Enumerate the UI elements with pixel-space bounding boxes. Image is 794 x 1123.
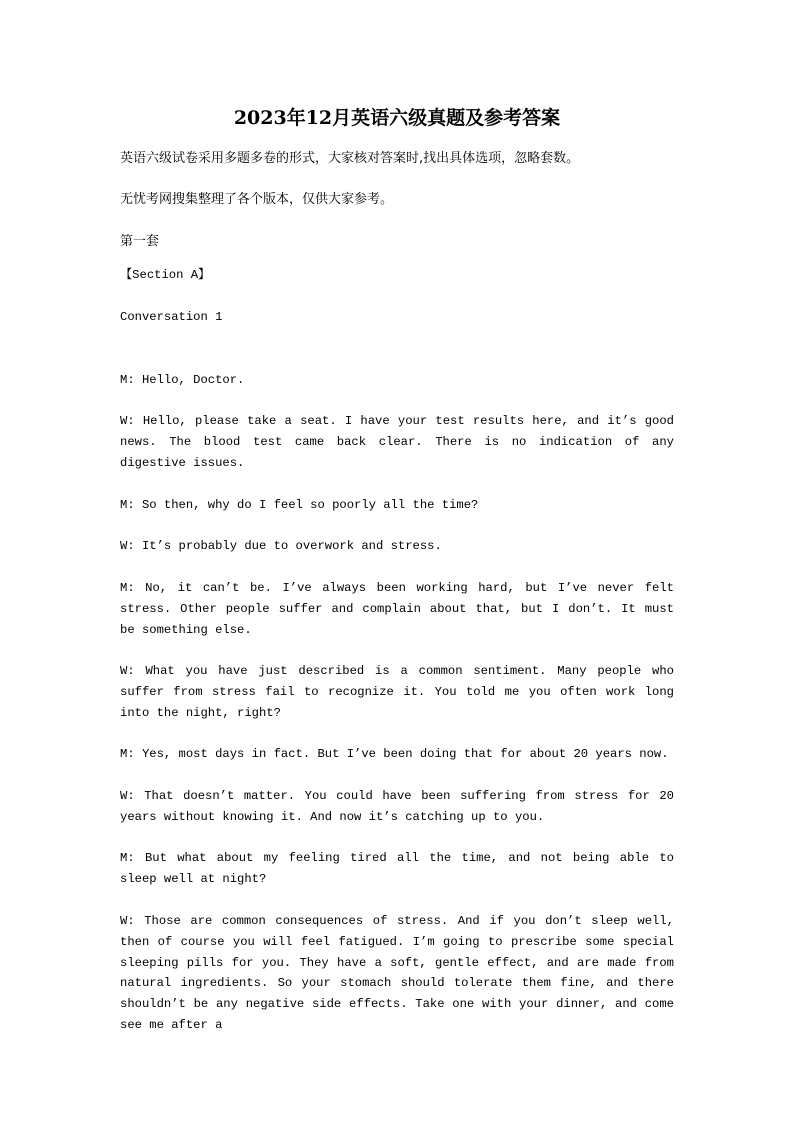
- section-label: 【Section A】: [120, 268, 211, 282]
- dialogue-line-7: M: Yes, most days in fact. But I’ve been doing that for about 20 years now.: [120, 747, 669, 761]
- document-title: 2023年12月英语六级真题及参考答案: [233, 107, 561, 129]
- dialogue-line-2: W: Hello, please take a seat. I have your test results here, and it’s good news. The blood test came back clear. There is no indication of any digestive issues.: [120, 414, 674, 470]
- conversation-label: Conversation 1: [120, 310, 223, 324]
- dialogue-line-4: W: It’s probably due to overwork and stress.: [120, 539, 442, 553]
- intro-paragraph-2: 无忧考网搜集整理了各个版本，仅供大家参考。: [120, 192, 394, 207]
- dialogue-line-9: M: But what about my feeling tired all the time, and not being able to sleep well at night?: [120, 851, 674, 886]
- set-label: 第一套: [120, 234, 160, 249]
- dialogue-line-5: M: No, it can’t be. I’ve always been working hard, but I’ve never felt stress. Other people suffer and complain about that, but I don’t. It must be something else.: [120, 581, 674, 637]
- intro-paragraph-1: 英语六级试卷采用多题多卷的形式，大家核对答案时,找出具体选项，忽略套数。: [120, 151, 580, 166]
- dialogue-line-6: W: What you have just described is a common sentiment. Many people who suffer from stress fail to recognize it. You told me you often work long into the night, right?: [120, 664, 674, 720]
- dialogue-line-8: W: That doesn’t matter. You could have been suffering from stress for 20 years without knowing it. And now it’s catching up to you.: [120, 789, 674, 824]
- dialogue-line-3: M: So then, why do I feel so poorly all the time?: [120, 498, 479, 512]
- dialogue-line-10: W: Those are common consequences of stress. And if you don’t sleep well, then of course you will feel fatigued. I’m going to prescribe some special sleeping pills for you. They have a soft, gentle effect, and are made from natural ingredients. So your stomach should tolerate them fine, and there shouldn’t be any negative side effects. Take one with your dinner, and come see me after a: [120, 914, 674, 1032]
- dialogue-line-1: M: Hello, Doctor.: [120, 373, 245, 387]
